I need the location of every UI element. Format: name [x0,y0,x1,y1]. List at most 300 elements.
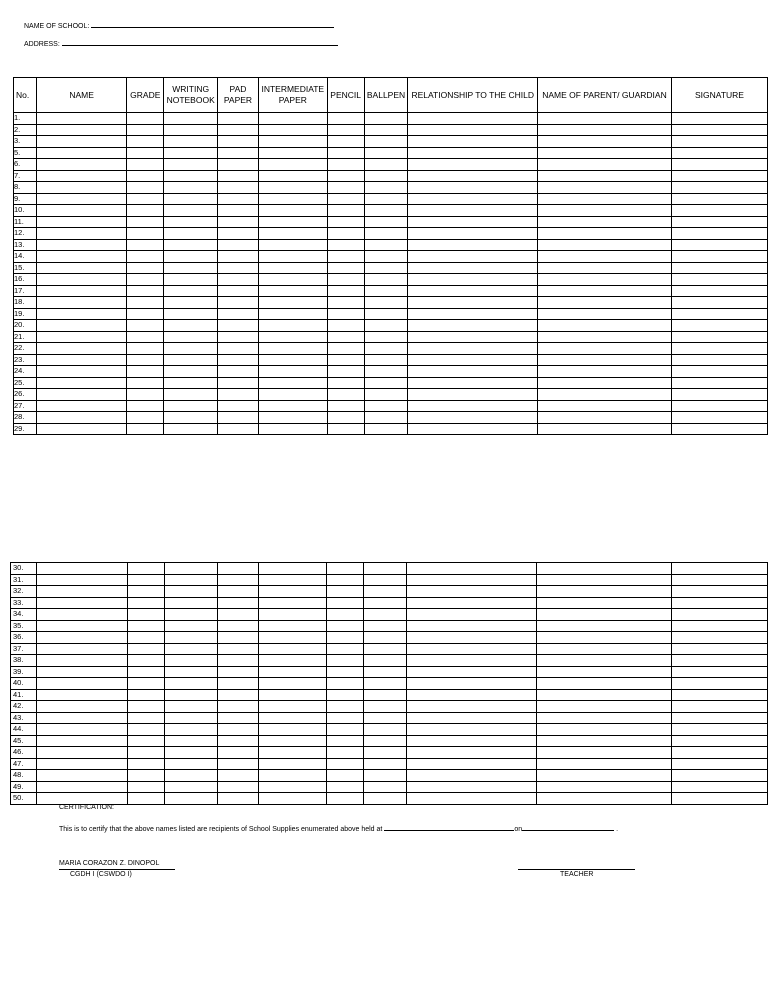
entry-cell[interactable] [36,366,127,378]
entry-cell[interactable] [407,632,537,644]
entry-cell[interactable] [258,563,326,575]
entry-cell[interactable] [258,389,327,401]
entry-cell[interactable] [364,251,408,263]
entry-cell[interactable] [258,643,326,655]
entry-cell[interactable] [327,620,364,632]
entry-cell[interactable] [164,609,217,621]
entry-cell[interactable] [327,343,364,355]
entry-cell[interactable] [327,412,364,424]
entry-cell[interactable] [36,666,127,678]
entry-cell[interactable] [408,308,537,320]
entry-cell[interactable] [671,239,767,251]
entry-cell[interactable] [671,343,767,355]
entry-cell[interactable] [364,366,408,378]
entry-cell[interactable] [218,308,259,320]
entry-cell[interactable] [364,159,408,171]
entry-cell[interactable] [408,331,537,343]
entry-cell[interactable] [537,285,671,297]
entry-cell[interactable] [127,159,164,171]
entry-cell[interactable] [327,274,364,286]
entry-cell[interactable] [127,297,164,309]
entry-cell[interactable] [258,412,327,424]
entry-cell[interactable] [407,689,537,701]
entry-cell[interactable] [363,586,407,598]
entry-cell[interactable] [218,770,259,782]
entry-cell[interactable] [671,793,767,805]
entry-cell[interactable] [407,620,537,632]
entry-cell[interactable] [164,136,218,148]
entry-cell[interactable] [36,182,127,194]
entry-cell[interactable] [327,331,364,343]
entry-cell[interactable] [36,597,127,609]
entry-cell[interactable] [408,136,537,148]
entry-cell[interactable] [327,666,364,678]
entry-cell[interactable] [537,159,671,171]
entry-cell[interactable] [327,400,364,412]
entry-cell[interactable] [127,320,164,332]
entry-cell[interactable] [537,193,671,205]
entry-cell[interactable] [363,632,407,644]
entry-cell[interactable] [408,389,537,401]
entry-cell[interactable] [164,285,218,297]
entry-cell[interactable] [218,389,259,401]
entry-cell[interactable] [164,182,218,194]
entry-cell[interactable] [407,574,537,586]
entry-cell[interactable] [258,182,327,194]
entry-cell[interactable] [364,147,408,159]
entry-cell[interactable] [363,712,407,724]
entry-cell[interactable] [164,193,218,205]
entry-cell[interactable] [364,343,408,355]
entry-cell[interactable] [363,793,407,805]
entry-cell[interactable] [164,354,218,366]
entry-cell[interactable] [363,563,407,575]
entry-cell[interactable] [36,712,127,724]
entry-cell[interactable] [36,400,127,412]
entry-cell[interactable] [128,620,165,632]
entry-cell[interactable] [127,136,164,148]
entry-cell[interactable] [363,781,407,793]
entry-cell[interactable] [537,423,671,435]
entry-cell[interactable] [537,735,672,747]
entry-cell[interactable] [218,781,259,793]
entry-cell[interactable] [671,758,767,770]
entry-cell[interactable] [327,563,364,575]
entry-cell[interactable] [671,412,767,424]
entry-cell[interactable] [408,147,537,159]
entry-cell[interactable] [364,400,408,412]
entry-cell[interactable] [671,423,767,435]
entry-cell[interactable] [363,735,407,747]
entry-cell[interactable] [537,620,672,632]
entry-cell[interactable] [407,793,537,805]
entry-cell[interactable] [537,216,671,228]
entry-cell[interactable] [327,366,364,378]
entry-cell[interactable] [218,354,259,366]
entry-cell[interactable] [218,423,259,435]
entry-cell[interactable] [164,793,217,805]
entry-cell[interactable] [218,193,259,205]
entry-cell[interactable] [408,205,537,217]
entry-cell[interactable] [36,735,127,747]
entry-cell[interactable] [164,574,217,586]
entry-cell[interactable] [327,377,364,389]
entry-cell[interactable] [258,793,326,805]
entry-cell[interactable] [363,666,407,678]
entry-cell[interactable] [364,136,408,148]
entry-cell[interactable] [164,331,218,343]
entry-cell[interactable] [258,678,326,690]
entry-cell[interactable] [164,563,217,575]
entry-cell[interactable] [363,678,407,690]
entry-cell[interactable] [164,159,218,171]
entry-cell[interactable] [364,205,408,217]
entry-cell[interactable] [671,597,767,609]
entry-cell[interactable] [36,354,127,366]
school-name-blank[interactable] [91,20,334,28]
address-blank[interactable] [62,38,338,46]
entry-cell[interactable] [164,262,218,274]
entry-cell[interactable] [258,597,326,609]
entry-cell[interactable] [258,735,326,747]
entry-cell[interactable] [537,331,671,343]
entry-cell[interactable] [407,655,537,667]
entry-cell[interactable] [36,285,127,297]
entry-cell[interactable] [36,193,127,205]
entry-cell[interactable] [128,724,165,736]
entry-cell[interactable] [537,586,672,598]
entry-cell[interactable] [327,170,364,182]
entry-cell[interactable] [671,377,767,389]
entry-cell[interactable] [164,251,218,263]
entry-cell[interactable] [218,182,259,194]
entry-cell[interactable] [36,343,127,355]
entry-cell[interactable] [363,689,407,701]
entry-cell[interactable] [36,423,127,435]
entry-cell[interactable] [218,377,259,389]
entry-cell[interactable] [364,377,408,389]
entry-cell[interactable] [36,724,127,736]
entry-cell[interactable] [127,251,164,263]
entry-cell[interactable] [537,793,672,805]
entry-cell[interactable] [671,770,767,782]
entry-cell[interactable] [327,586,364,598]
entry-cell[interactable] [537,609,672,621]
entry-cell[interactable] [258,205,327,217]
entry-cell[interactable] [363,574,407,586]
entry-cell[interactable] [127,423,164,435]
entry-cell[interactable] [127,205,164,217]
entry-cell[interactable] [327,308,364,320]
entry-cell[interactable] [537,136,671,148]
entry-cell[interactable] [127,285,164,297]
entry-cell[interactable] [327,113,364,125]
entry-cell[interactable] [408,239,537,251]
entry-cell[interactable] [407,563,537,575]
entry-cell[interactable] [218,274,259,286]
entry-cell[interactable] [327,609,364,621]
entry-cell[interactable] [671,124,767,136]
entry-cell[interactable] [128,781,165,793]
entry-cell[interactable] [128,770,165,782]
entry-cell[interactable] [218,205,259,217]
entry-cell[interactable] [36,770,127,782]
entry-cell[interactable] [127,113,164,125]
entry-cell[interactable] [364,320,408,332]
entry-cell[interactable] [408,400,537,412]
entry-cell[interactable] [128,586,165,598]
entry-cell[interactable] [36,574,127,586]
entry-cell[interactable] [537,389,671,401]
entry-cell[interactable] [537,758,672,770]
entry-cell[interactable] [363,620,407,632]
entry-cell[interactable] [218,124,259,136]
entry-cell[interactable] [364,193,408,205]
entry-cell[interactable] [36,262,127,274]
entry-cell[interactable] [258,124,327,136]
entry-cell[interactable] [36,563,127,575]
entry-cell[interactable] [164,701,217,713]
entry-cell[interactable] [327,389,364,401]
entry-cell[interactable] [364,228,408,240]
entry-cell[interactable] [671,609,767,621]
entry-cell[interactable] [407,586,537,598]
entry-cell[interactable] [258,701,326,713]
entry-cell[interactable] [218,343,259,355]
entry-cell[interactable] [36,632,127,644]
entry-cell[interactable] [128,609,165,621]
entry-cell[interactable] [407,770,537,782]
entry-cell[interactable] [671,747,767,759]
entry-cell[interactable] [537,308,671,320]
entry-cell[interactable] [671,182,767,194]
entry-cell[interactable] [258,331,327,343]
signature-line-teacher[interactable] [518,869,635,870]
entry-cell[interactable] [258,689,326,701]
entry-cell[interactable] [258,147,327,159]
entry-cell[interactable] [36,113,127,125]
entry-cell[interactable] [164,689,217,701]
school-name-field[interactable] [24,20,334,30]
entry-cell[interactable] [218,758,259,770]
entry-cell[interactable] [258,239,327,251]
entry-cell[interactable] [327,205,364,217]
entry-cell[interactable] [218,666,259,678]
entry-cell[interactable] [671,228,767,240]
entry-cell[interactable] [671,366,767,378]
entry-cell[interactable] [408,216,537,228]
entry-cell[interactable] [258,216,327,228]
entry-cell[interactable] [537,274,671,286]
entry-cell[interactable] [327,423,364,435]
entry-cell[interactable] [671,724,767,736]
entry-cell[interactable] [164,366,218,378]
entry-cell[interactable] [36,159,127,171]
entry-cell[interactable] [164,308,218,320]
entry-cell[interactable] [327,689,364,701]
entry-cell[interactable] [127,193,164,205]
entry-cell[interactable] [327,124,364,136]
entry-cell[interactable] [671,563,767,575]
entry-cell[interactable] [218,689,259,701]
entry-cell[interactable] [36,643,127,655]
entry-cell[interactable] [407,643,537,655]
entry-cell[interactable] [258,159,327,171]
entry-cell[interactable] [218,320,259,332]
entry-cell[interactable] [218,586,259,598]
entry-cell[interactable] [128,678,165,690]
entry-cell[interactable] [36,758,127,770]
entry-cell[interactable] [671,712,767,724]
entry-cell[interactable] [408,113,537,125]
entry-cell[interactable] [408,320,537,332]
entry-cell[interactable] [258,113,327,125]
entry-cell[interactable] [218,712,259,724]
entry-cell[interactable] [218,136,259,148]
entry-cell[interactable] [127,389,164,401]
entry-cell[interactable] [36,228,127,240]
entry-cell[interactable] [127,239,164,251]
entry-cell[interactable] [258,620,326,632]
entry-cell[interactable] [218,400,259,412]
entry-cell[interactable] [327,216,364,228]
entry-cell[interactable] [164,678,217,690]
entry-cell[interactable] [537,747,672,759]
entry-cell[interactable] [327,632,364,644]
entry-cell[interactable] [537,239,671,251]
entry-cell[interactable] [258,666,326,678]
entry-cell[interactable] [164,400,218,412]
entry-cell[interactable] [537,170,671,182]
entry-cell[interactable] [218,366,259,378]
entry-cell[interactable] [537,343,671,355]
entry-cell[interactable] [164,412,218,424]
entry-cell[interactable] [127,216,164,228]
entry-cell[interactable] [408,182,537,194]
entry-cell[interactable] [128,632,165,644]
entry-cell[interactable] [671,159,767,171]
entry-cell[interactable] [258,609,326,621]
entry-cell[interactable] [218,412,259,424]
entry-cell[interactable] [36,678,127,690]
entry-cell[interactable] [671,170,767,182]
entry-cell[interactable] [537,632,672,644]
entry-cell[interactable] [407,678,537,690]
entry-cell[interactable] [258,586,326,598]
entry-cell[interactable] [671,354,767,366]
entry-cell[interactable] [164,643,217,655]
entry-cell[interactable] [671,136,767,148]
entry-cell[interactable] [128,793,165,805]
entry-cell[interactable] [363,609,407,621]
entry-cell[interactable] [407,597,537,609]
entry-cell[interactable] [218,159,259,171]
entry-cell[interactable] [164,781,217,793]
entry-cell[interactable] [36,389,127,401]
entry-cell[interactable] [537,666,672,678]
entry-cell[interactable] [671,320,767,332]
entry-cell[interactable] [671,113,767,125]
entry-cell[interactable] [407,735,537,747]
entry-cell[interactable] [164,124,218,136]
entry-cell[interactable] [164,170,218,182]
entry-cell[interactable] [218,251,259,263]
entry-cell[interactable] [363,597,407,609]
entry-cell[interactable] [537,147,671,159]
entry-cell[interactable] [128,643,165,655]
entry-cell[interactable] [327,354,364,366]
entry-cell[interactable] [671,251,767,263]
entry-cell[interactable] [363,724,407,736]
entry-cell[interactable] [36,793,127,805]
entry-cell[interactable] [36,136,127,148]
entry-cell[interactable] [537,597,672,609]
entry-cell[interactable] [408,423,537,435]
entry-cell[interactable] [537,412,671,424]
entry-cell[interactable] [408,193,537,205]
entry-cell[interactable] [671,678,767,690]
entry-cell[interactable] [164,239,218,251]
entry-cell[interactable] [364,285,408,297]
entry-cell[interactable] [537,297,671,309]
entry-cell[interactable] [537,320,671,332]
entry-cell[interactable] [327,193,364,205]
entry-cell[interactable] [127,366,164,378]
entry-cell[interactable] [408,343,537,355]
entry-cell[interactable] [218,262,259,274]
entry-cell[interactable] [258,724,326,736]
entry-cell[interactable] [164,712,217,724]
entry-cell[interactable] [127,170,164,182]
entry-cell[interactable] [258,423,327,435]
entry-cell[interactable] [36,216,127,228]
entry-cell[interactable] [127,331,164,343]
entry-cell[interactable] [127,147,164,159]
entry-cell[interactable] [407,747,537,759]
entry-cell[interactable] [164,274,218,286]
entry-cell[interactable] [164,747,217,759]
entry-cell[interactable] [671,193,767,205]
entry-cell[interactable] [258,136,327,148]
entry-cell[interactable] [36,586,127,598]
entry-cell[interactable] [36,620,127,632]
entry-cell[interactable] [164,389,218,401]
entry-cell[interactable] [36,320,127,332]
entry-cell[interactable] [218,643,259,655]
entry-cell[interactable] [218,735,259,747]
entry-cell[interactable] [671,297,767,309]
entry-cell[interactable] [364,389,408,401]
entry-cell[interactable] [408,412,537,424]
entry-cell[interactable] [128,574,165,586]
entry-cell[interactable] [364,412,408,424]
entry-cell[interactable] [363,747,407,759]
entry-cell[interactable] [364,216,408,228]
entry-cell[interactable] [218,632,259,644]
entry-cell[interactable] [408,251,537,263]
entry-cell[interactable] [127,400,164,412]
entry-cell[interactable] [364,354,408,366]
entry-cell[interactable] [128,735,165,747]
entry-cell[interactable] [36,609,127,621]
entry-cell[interactable] [36,655,127,667]
entry-cell[interactable] [164,724,217,736]
entry-cell[interactable] [258,320,327,332]
entry-cell[interactable] [408,124,537,136]
entry-cell[interactable] [537,712,672,724]
entry-cell[interactable] [364,262,408,274]
entry-cell[interactable] [408,285,537,297]
